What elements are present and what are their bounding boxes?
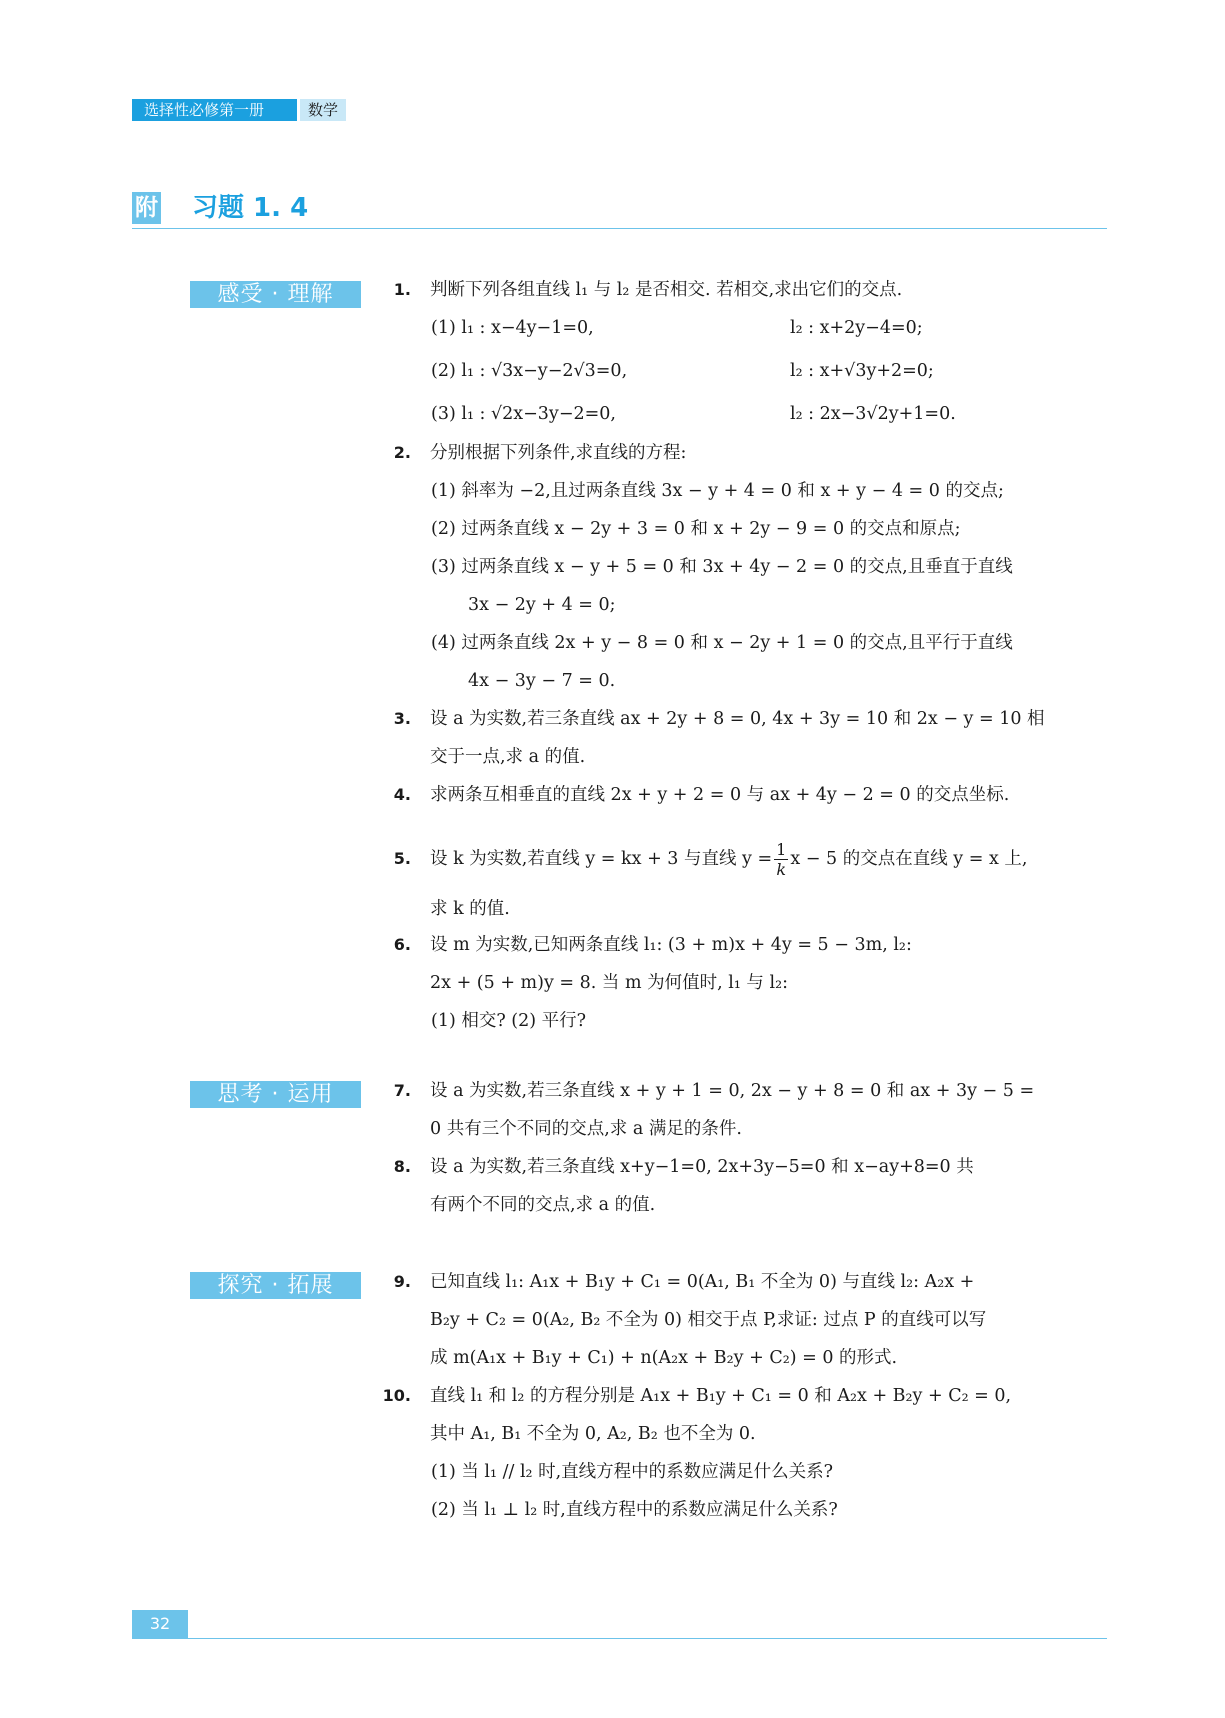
pair-left: (2) l₁ : √3x−y−2√3=0, <box>431 361 628 381</box>
group-label-explore: 探究 · 拓展 <box>190 1272 361 1299</box>
group-label-understand: 感受 · 理解 <box>190 281 361 308</box>
problem-number: 8. <box>393 1157 411 1176</box>
pair-left: (1) l₁ : x−4y−1=0, <box>431 318 594 338</box>
section-header <box>132 190 1107 229</box>
appendix-mark: 附 <box>132 192 161 224</box>
book-title: 选择性必修第一册 <box>132 99 297 121</box>
problem-text-before: 设 k 为实数,若直线 y = kx + 3 与直线 y = <box>430 849 773 869</box>
problem-stem: 判断下列各组直线 l₁ 与 l₂ 是否相交. 若相交,求出它们的交点. <box>430 280 903 300</box>
sub-question-continued: 4x − 3y − 7 = 0. <box>468 671 616 691</box>
problem-line: 0 共有三个不同的交点,求 a 满足的条件. <box>430 1119 742 1139</box>
sub-question: (1) 当 l₁ // l₂ 时,直线方程中的系数应满足什么关系? <box>431 1462 834 1482</box>
problem-number: 10. <box>382 1386 411 1405</box>
fraction-denominator: k <box>776 859 787 879</box>
problem-line: 交于一点,求 a 的值. <box>430 747 586 767</box>
problem-number: 2. <box>393 443 411 462</box>
problem-line: 直线 l₁ 和 l₂ 的方程分别是 A₁x + B₁y + C₁ = 0 和 A₂x + B₂y + C₂ = 0, <box>430 1386 1012 1406</box>
problem-number: 3. <box>393 709 411 728</box>
problem-line: 设 a 为实数,若三条直线 x+y−1=0, 2x+3y−5=0 和 x−ay+8=0 共 <box>430 1157 974 1177</box>
problem-line: 求 k 的值. <box>430 899 510 919</box>
problem-number: 5. <box>393 849 411 868</box>
page-footer <box>132 1610 1107 1639</box>
problem-number: 6. <box>393 935 411 954</box>
sub-question: (1) 相交? (2) 平行? <box>431 1011 587 1031</box>
pair-right: l₂ : x+2y−4=0; <box>790 318 923 338</box>
problem-line: 2x + (5 + m)y = 8. 当 m 为何值时, l₁ 与 l₂: <box>430 973 788 993</box>
fraction-numerator: 1 <box>776 839 787 859</box>
sub-question: (1) 斜率为 −2,且过两条直线 3x − y + 4 = 0 和 x + y − 4 = 0 的交点; <box>431 481 1004 501</box>
sub-question-continued: 3x − 2y + 4 = 0; <box>468 595 616 615</box>
problem-text-after: x − 5 的交点在直线 y = x 上, <box>790 849 1028 869</box>
problem-line: 已知直线 l₁: A₁x + B₁y + C₁ = 0(A₁, B₁ 不全为 0) 与直线 l₂: A₂x + <box>430 1272 975 1292</box>
problem-line: 设 a 为实数,若三条直线 ax + 2y + 8 = 0, 4x + 3y = 10 和 2x − y = 10 相 <box>430 709 1045 729</box>
page-number: 32 <box>132 1610 188 1638</box>
problem-number: 9. <box>393 1272 411 1291</box>
section-title: 习题 1. 4 <box>192 193 309 223</box>
sub-question: (3) 过两条直线 x − y + 5 = 0 和 3x + 4y − 2 = 0 的交点,且垂直于直线 <box>431 557 1013 577</box>
fraction-1-over-k <box>774 839 788 879</box>
problem-number: 1. <box>393 280 411 299</box>
sub-question: (2) 过两条直线 x − 2y + 3 = 0 和 x + 2y − 9 = 0 的交点和原点; <box>431 519 961 539</box>
subject-title: 数学 <box>300 99 346 121</box>
problem-line: 设 a 为实数,若三条直线 x + y + 1 = 0, 2x − y + 8 = 0 和 ax + 3y − 5 = <box>430 1081 1035 1101</box>
pair-right: l₂ : 2x−3√2y+1=0. <box>790 404 956 424</box>
problem-number: 7. <box>393 1081 411 1100</box>
running-head <box>132 99 346 121</box>
problem-line: 有两个不同的交点,求 a 的值. <box>430 1195 656 1215</box>
sub-question: (4) 过两条直线 2x + y − 8 = 0 和 x − 2y + 1 = 0 的交点,且平行于直线 <box>431 633 1013 653</box>
problem-line: 设 m 为实数,已知两条直线 l₁: (3 + m)x + 4y = 5 − 3m, l₂: <box>430 935 912 955</box>
pair-left: (3) l₁ : √2x−3y−2=0, <box>431 404 616 424</box>
sub-question: (2) 当 l₁ ⊥ l₂ 时,直线方程中的系数应满足什么关系? <box>431 1500 838 1520</box>
problem-line: 成 m(A₁x + B₁y + C₁) + n(A₂x + B₂y + C₂) = 0 的形式. <box>430 1348 898 1368</box>
problem-number: 4. <box>393 785 411 804</box>
problem-line: B₂y + C₂ = 0(A₂, B₂ 不全为 0) 相交于点 P,求证: 过点 P 的直线可以写 <box>430 1310 987 1330</box>
pair-right: l₂ : x+√3y+2=0; <box>790 361 934 381</box>
group-label-apply: 思考 · 运用 <box>190 1081 361 1108</box>
problem-line: 求两条互相垂直的直线 2x + y + 2 = 0 与 ax + 4y − 2 = 0 的交点坐标. <box>430 785 1010 805</box>
problem-line: 其中 A₁, B₁ 不全为 0, A₂, B₂ 也不全为 0. <box>430 1424 756 1444</box>
problem-stem: 分别根据下列条件,求直线的方程: <box>430 443 687 463</box>
